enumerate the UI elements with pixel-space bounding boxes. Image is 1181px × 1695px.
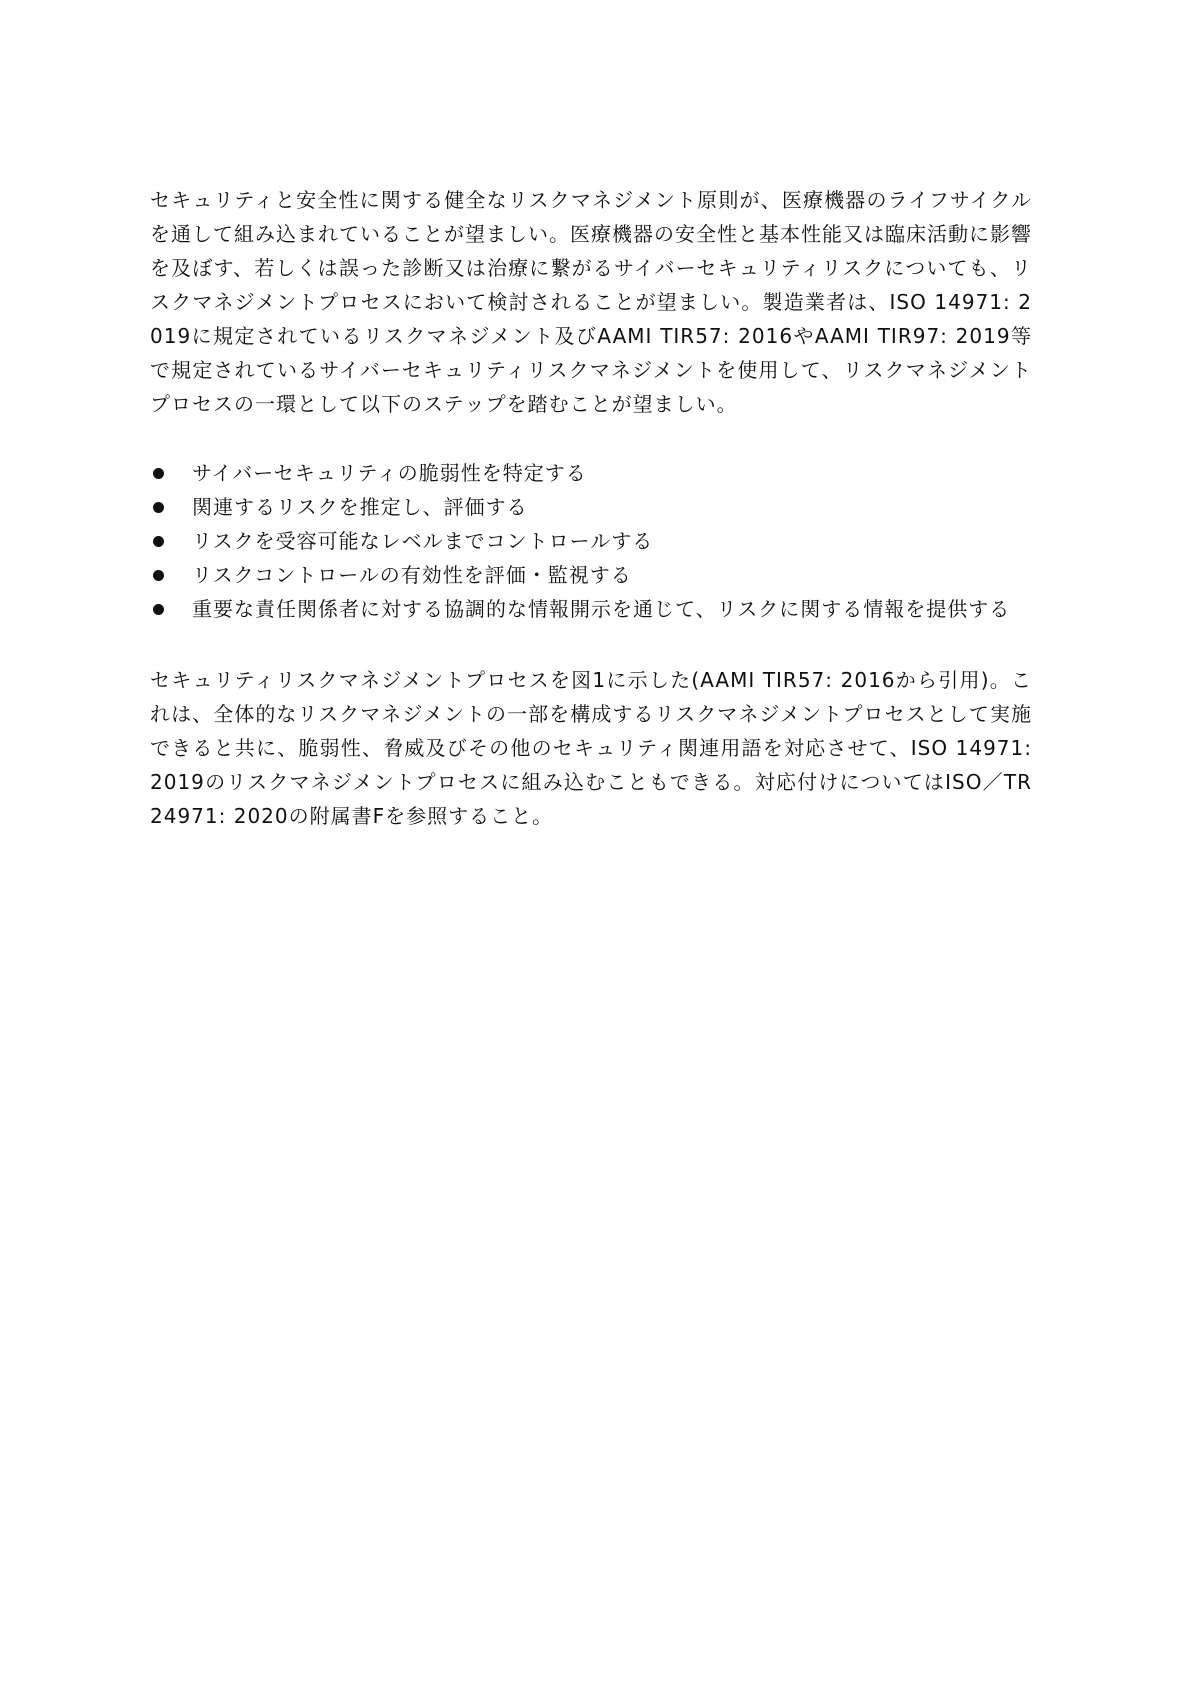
- list-item: [150, 490, 1032, 524]
- list-item-text: リスクコントロールの有効性を評価・監視する: [192, 563, 632, 587]
- bullet-icon: [153, 570, 164, 581]
- list-item-text: 重要な責任関係者に対する協調的な情報開示を通じて、リスクに関する情報を提供する: [192, 597, 1011, 621]
- list-item: [150, 592, 1032, 626]
- list-item-text: 関連するリスクを推定し、評価する: [192, 495, 528, 519]
- bullet-icon: [153, 604, 164, 615]
- bullet-icon: [153, 536, 164, 547]
- list-item-text: サイバーセキュリティの脆弱性を特定する: [192, 461, 587, 485]
- intro-paragraph: セキュリティと安全性に関する健全なリスクマネジメント原則が、医療機器のライフサイクルを通して組み込まれていることが望ましい。医療機器の安全性と基本性能又は臨床活動に影響を及ぼす、若しくは誤った診断又は治療に繋がるサイバーセキュリティリスクについても、リスクマネジメントプロセスにおいて検討されることが望ましい。製造業者は、ISO 14971: 2019に規定されているリスクマネジメント及びAAMI TIR57: 2016やAAMI TIR97: 2019等で規定されているサイバーセキュリティリスクマネジメントを使用して、リスクマネジメントプロセスの一環として以下のステップを踏むことが望ましい。: [150, 188, 1032, 416]
- process-paragraph: セキュリティリスクマネジメントプロセスを図1に示した(AAMI TIR57: 2016から引用)。これは、全体的なリスクマネジメントの一部を構成するリスクマネジメントプロセスとして実施できると共に、脆弱性、脅威及びその他のセキュリティ関連用語を対応させて、ISO 14971: 2019のリスクマネジメントプロセスに組み込むこともできる。対応付けについてはISO／TR 24971: 2020の附属書Fを参照すること。: [150, 668, 1032, 828]
- document-content: [150, 183, 1032, 833]
- bullet-icon: [153, 502, 164, 513]
- list-item: [150, 558, 1032, 592]
- list-item: [150, 524, 1032, 558]
- bullet-icon: [153, 468, 164, 479]
- risk-steps-list: [150, 456, 1032, 626]
- list-item: [150, 456, 1032, 490]
- list-item-text: リスクを受容可能なレベルまでコントロールする: [192, 529, 654, 553]
